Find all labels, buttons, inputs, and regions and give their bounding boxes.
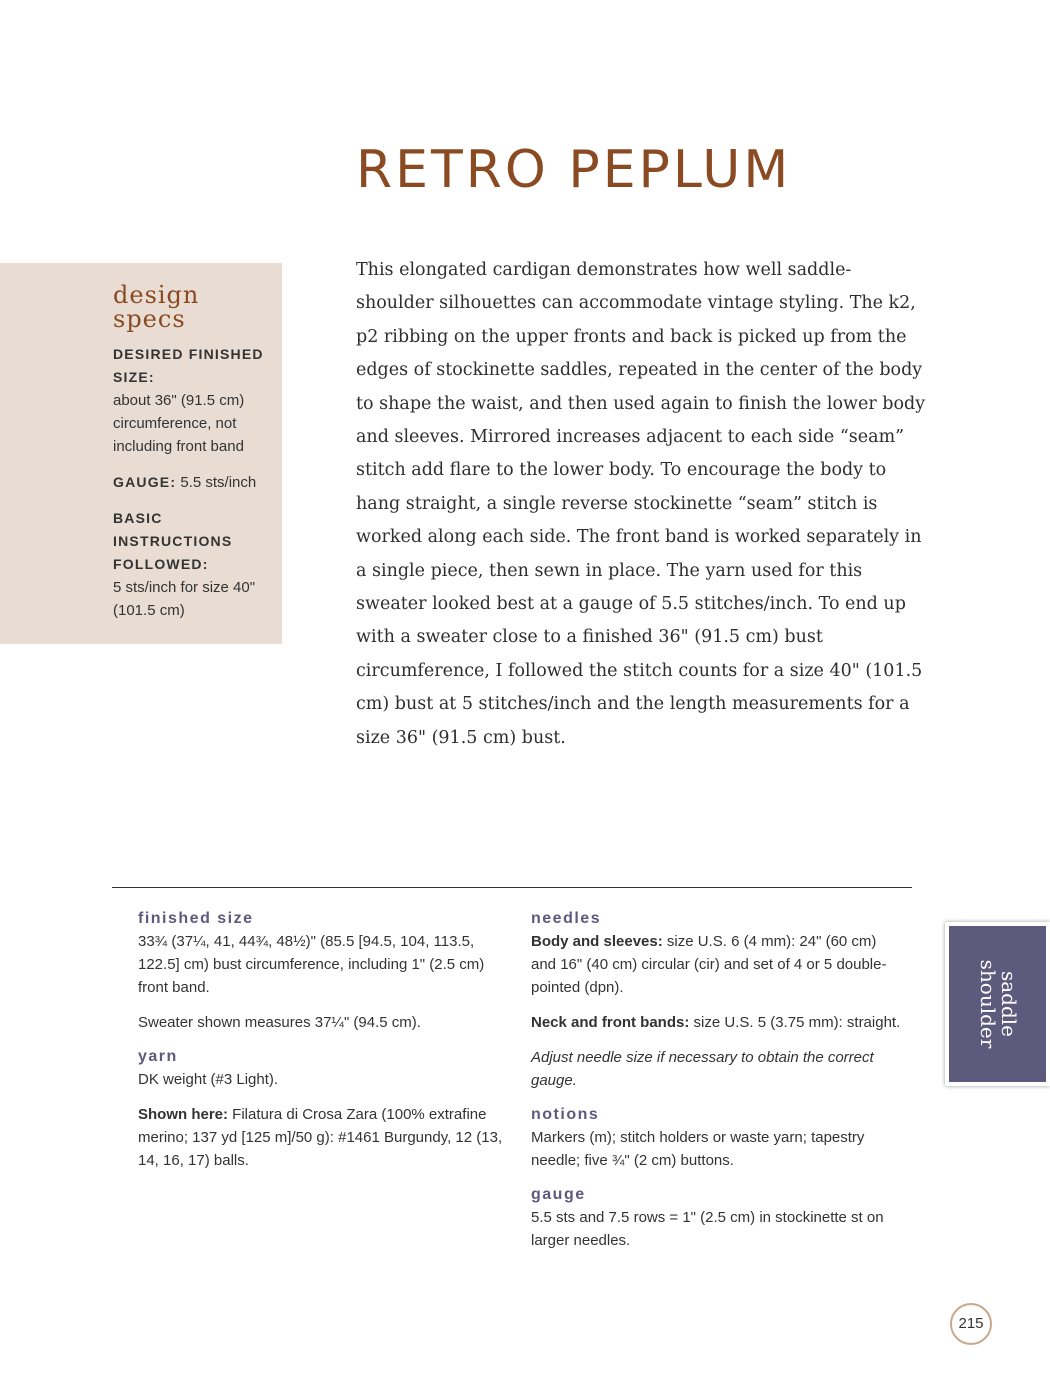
chapter-tab-label	[977, 960, 1019, 1049]
page-number: 215	[950, 1303, 992, 1345]
shown-here-label: Shown here:	[138, 1106, 229, 1123]
spec-finished-size-label: DESIRED FINISHED SIZE:	[113, 346, 264, 385]
materials-left-column	[138, 908, 508, 1184]
gauge-text: 5.5 sts and 7.5 rows = 1" (2.5 cm) in stockinette st on larger needles.	[531, 1209, 884, 1249]
shown-here-detail: Filatura di Crosa Zara (100% extrafine merino; 137 yd [125 m]/50 g): #1461 Burgundy, 12 (13, 14, 16, 17) balls.	[138, 1106, 503, 1169]
needles-heading: needles	[531, 910, 602, 927]
intro-paragraph: This elongated cardigan demonstrates how well saddle-shoulder silhouettes can accommodate vintage styling. The k2, p2 ribbing on the upper fronts and back is picked up from the edges of stockinette saddles, repeated in the center of the body to shape the waist, and then used again to finish the lower body and sleeves. Mirrored increases adjacent to each side “seam” stitch add flare to the lower body. To encourage the body to hang straight, a single reverse stockinette “seam” stitch is worked along each side. The front band is worked separately in a single piece, then sewn in place. The yarn used for this sweater looked best at a gauge of 5.5 stitches/inch. To end up with a sweater close to a finished 36" (91.5 cm) bust circumference, I followed the stitch counts for a size 40" (101.5 cm) bust at 5 stitches/inch and the length measurements for a size 36" (91.5 cm) bust.	[356, 260, 926, 748]
design-specs-heading-line1: design	[113, 281, 200, 309]
section-divider	[112, 887, 912, 888]
notions-heading: notions	[531, 1106, 600, 1123]
notions-text: Markers (m); stitch holders or waste yarn; tapestry needle; five ¾" (2 cm) buttons.	[531, 1129, 865, 1169]
finished-size-text: 33¾ (37¼, 41, 44¾, 48½)" (85.5 [94.5, 104, 113.5, 122.5] cm) bust circumference, including 1" (2.5 cm) front band.	[138, 933, 485, 996]
finished-size-heading: finished size	[138, 910, 254, 927]
neck-needles-text	[531, 1011, 901, 1034]
gauge-heading: gauge	[531, 1186, 586, 1203]
spec-basic-label: BASIC INSTRUCTIONS FOLLOWED:	[113, 510, 233, 572]
spec-gauge	[113, 471, 266, 494]
sweater-shown-text: Sweater shown measures 37¼" (94.5 cm).	[138, 1014, 421, 1031]
yarn-text: DK weight (#3 Light).	[138, 1071, 279, 1088]
design-specs-heading-line2: specs	[113, 305, 186, 333]
chapter-tab	[945, 922, 1050, 1086]
chapter-tab-line1: saddle	[996, 970, 1021, 1038]
body-needles-label: Body and sleeves:	[531, 933, 663, 950]
neck-needles-detail: size U.S. 5 (3.75 mm): straight.	[689, 1014, 901, 1031]
yarn-heading: yarn	[138, 1048, 178, 1065]
adjust-needle-note: Adjust needle size if necessary to obtain the correct gauge.	[531, 1049, 874, 1089]
spec-finished-size-value: about 36" (91.5 cm) circumference, not including front band	[113, 392, 245, 455]
shown-here-text	[138, 1103, 508, 1172]
materials-right-column	[531, 908, 901, 1264]
page-title: RETRO PEPLUM	[356, 140, 792, 200]
spec-finished-size	[113, 343, 266, 458]
design-specs-heading	[113, 283, 266, 331]
body-needles-text	[531, 930, 901, 999]
spec-basic-instructions	[113, 507, 266, 622]
spec-gauge-value: 5.5 sts/inch	[180, 474, 257, 491]
spec-gauge-label: GAUGE:	[113, 474, 177, 490]
spec-basic-value: 5 sts/inch for size 40" (101.5 cm)	[113, 579, 256, 619]
chapter-tab-line2: shoulder	[975, 959, 1000, 1049]
design-specs-panel	[0, 263, 282, 644]
body-needles-detail: size U.S. 6 (4 mm): 24" (60 cm) and 16" (40 cm) circular (cir) and set of 4 or 5 double-pointed (dpn).	[531, 933, 887, 996]
neck-needles-label: Neck and front bands:	[531, 1014, 690, 1031]
